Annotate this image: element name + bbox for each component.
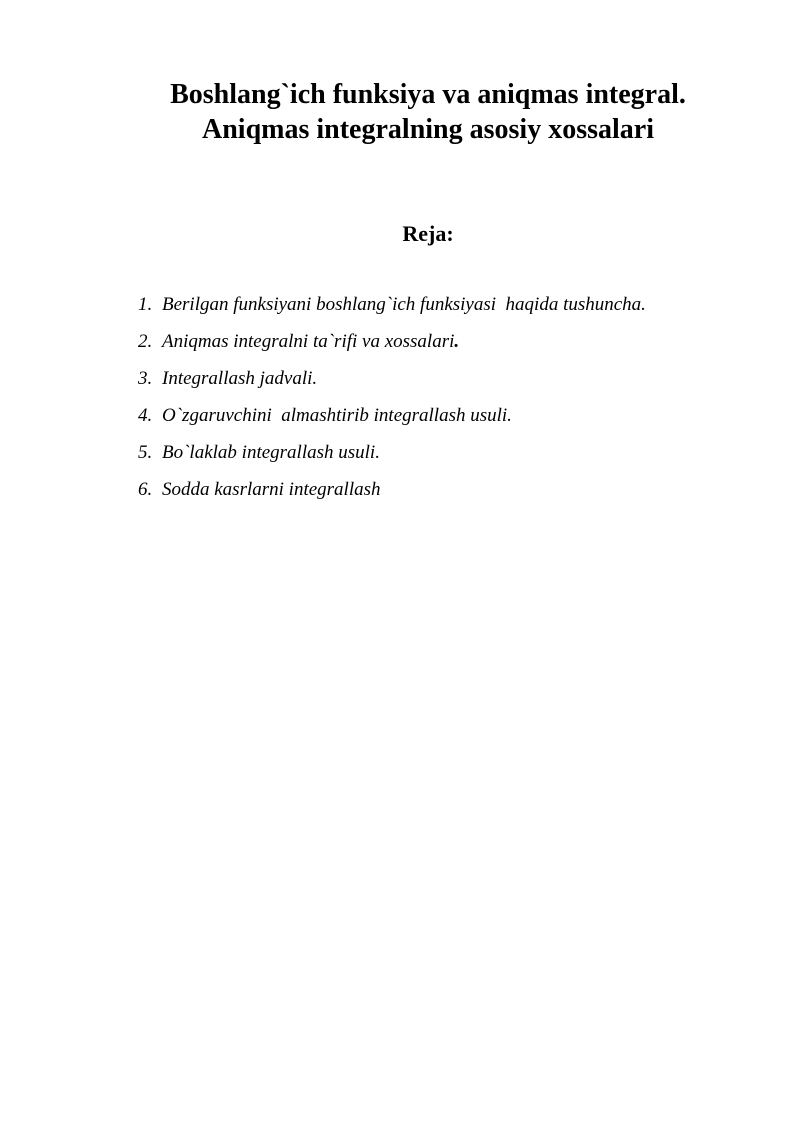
plan-item-text: Sodda kasrlarni integrallash bbox=[162, 479, 381, 500]
plan-item-number: 1. bbox=[138, 294, 153, 315]
plan-item-text: Aniqmas integralni ta`rifi va xossalari bbox=[162, 331, 455, 352]
plan-item-5 bbox=[138, 438, 758, 475]
plan-item-number: 6. bbox=[138, 479, 153, 500]
plan-heading: Reja: bbox=[402, 221, 454, 246]
plan-item-number: 2. bbox=[138, 331, 153, 352]
plan-item-4 bbox=[138, 401, 758, 438]
plan-item-text: Integrallash jadvali. bbox=[162, 368, 318, 389]
document-title-line-1: Boshlang`ich funksiya va aniqmas integral. bbox=[170, 79, 686, 110]
plan-item-text: Berilgan funksiyani boshlang`ich funksiyasi haqida tushuncha. bbox=[162, 294, 646, 315]
plan-item-number: 5. bbox=[138, 442, 153, 463]
plan-item-number: 3. bbox=[138, 368, 153, 389]
plan-item-3 bbox=[138, 364, 758, 401]
plan-item-text: Bo`laklab integrallash usuli. bbox=[162, 442, 380, 463]
plan-item-6 bbox=[138, 475, 758, 512]
document-title-line-2: Aniqmas integralning asosiy xossalari bbox=[202, 114, 654, 145]
plan-item-number: 4. bbox=[138, 405, 153, 426]
plan-item-suffix: . bbox=[454, 331, 460, 352]
plan-list bbox=[138, 290, 758, 512]
plan-item-1 bbox=[138, 290, 758, 327]
plan-item-2 bbox=[138, 327, 758, 364]
plan-item-text: O`zgaruvchini almashtirib integrallash usuli. bbox=[162, 405, 512, 426]
